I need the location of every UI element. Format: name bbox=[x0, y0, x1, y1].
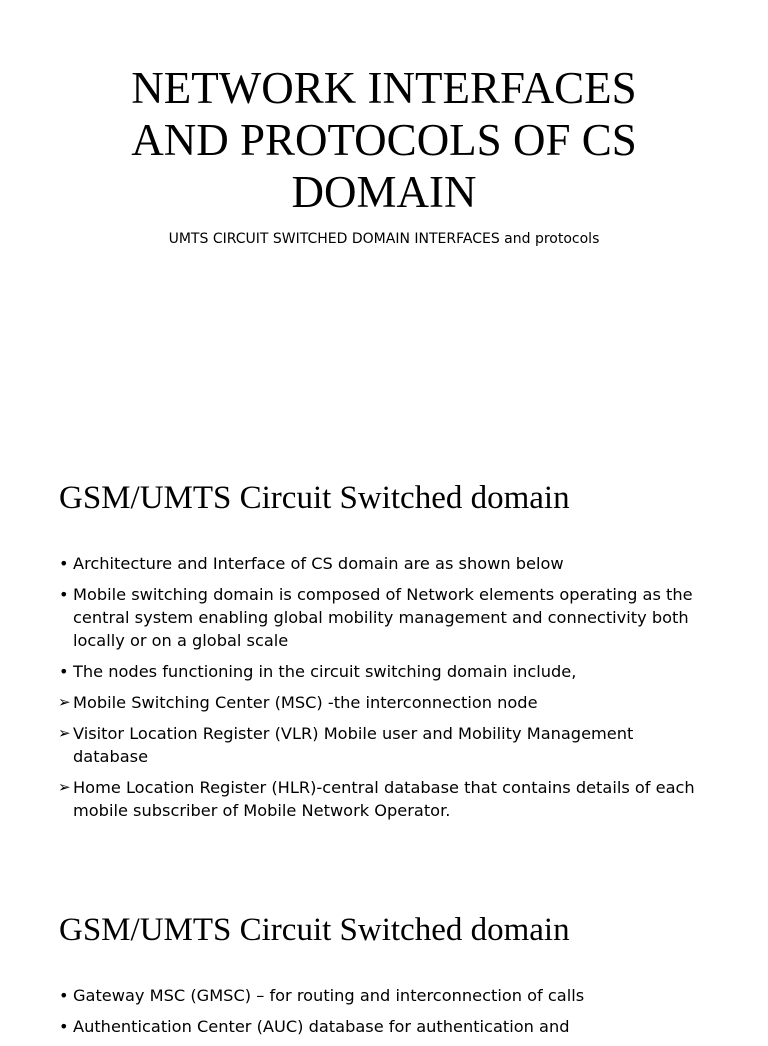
bullet-icon: • bbox=[59, 554, 69, 573]
bullet-text: Mobile Switching Center (MSC) -the interconnection node bbox=[73, 693, 538, 712]
bullet-icon: • bbox=[59, 986, 69, 1005]
arrow-bullet-icon: ➢ bbox=[58, 778, 71, 796]
list-item bbox=[59, 776, 709, 822]
bullet-text: Gateway MSC (GMSC) – for routing and interconnection of calls bbox=[73, 986, 585, 1005]
bullet-text: Home Location Register (HLR)-central database that contains details of each mobile subscriber of Mobile Network Operator. bbox=[73, 778, 695, 820]
bullet-text: The nodes functioning in the circuit switching domain include, bbox=[73, 662, 577, 681]
content-slide-cs-domain-continued bbox=[0, 864, 768, 1036]
bullet-icon: • bbox=[59, 1017, 69, 1036]
list-item bbox=[59, 1015, 709, 1038]
bullet-text: Architecture and Interface of CS domain are as shown below bbox=[73, 554, 564, 573]
presentation-title bbox=[60, 62, 708, 218]
list-item bbox=[59, 552, 709, 575]
title-line-1: NETWORK INTERFACES bbox=[131, 63, 637, 113]
list-item bbox=[59, 660, 709, 683]
bullet-list bbox=[59, 552, 709, 830]
bullet-list bbox=[59, 984, 709, 1046]
arrow-bullet-icon: ➢ bbox=[58, 693, 71, 711]
title-line-3: DOMAIN bbox=[291, 167, 477, 217]
bullet-text: Mobile switching domain is composed of Network elements operating as the central system enabling global mobility management and connectivity both locally or on a global scale bbox=[73, 585, 693, 650]
bullet-icon: • bbox=[59, 662, 69, 681]
bullet-text: Authentication Center (AUC) database for authentication and bbox=[73, 1017, 570, 1036]
list-item bbox=[59, 583, 709, 652]
list-item bbox=[59, 691, 709, 714]
presentation-subtitle: UMTS CIRCUIT SWITCHED DOMAIN INTERFACES and protocols bbox=[168, 231, 600, 247]
slide-heading: GSM/UMTS Circuit Switched domain bbox=[59, 912, 570, 948]
slide-heading: GSM/UMTS Circuit Switched domain bbox=[59, 480, 570, 516]
content-slide-cs-domain bbox=[0, 432, 768, 864]
title-line-2: AND PROTOCOLS OF CS bbox=[131, 115, 637, 165]
arrow-bullet-icon: ➢ bbox=[58, 724, 71, 742]
bullet-icon: • bbox=[59, 585, 69, 604]
bullet-text: Visitor Location Register (VLR) Mobile user and Mobility Management database bbox=[73, 724, 634, 766]
list-item bbox=[59, 984, 709, 1007]
list-item bbox=[59, 722, 709, 768]
title-slide bbox=[0, 0, 768, 432]
